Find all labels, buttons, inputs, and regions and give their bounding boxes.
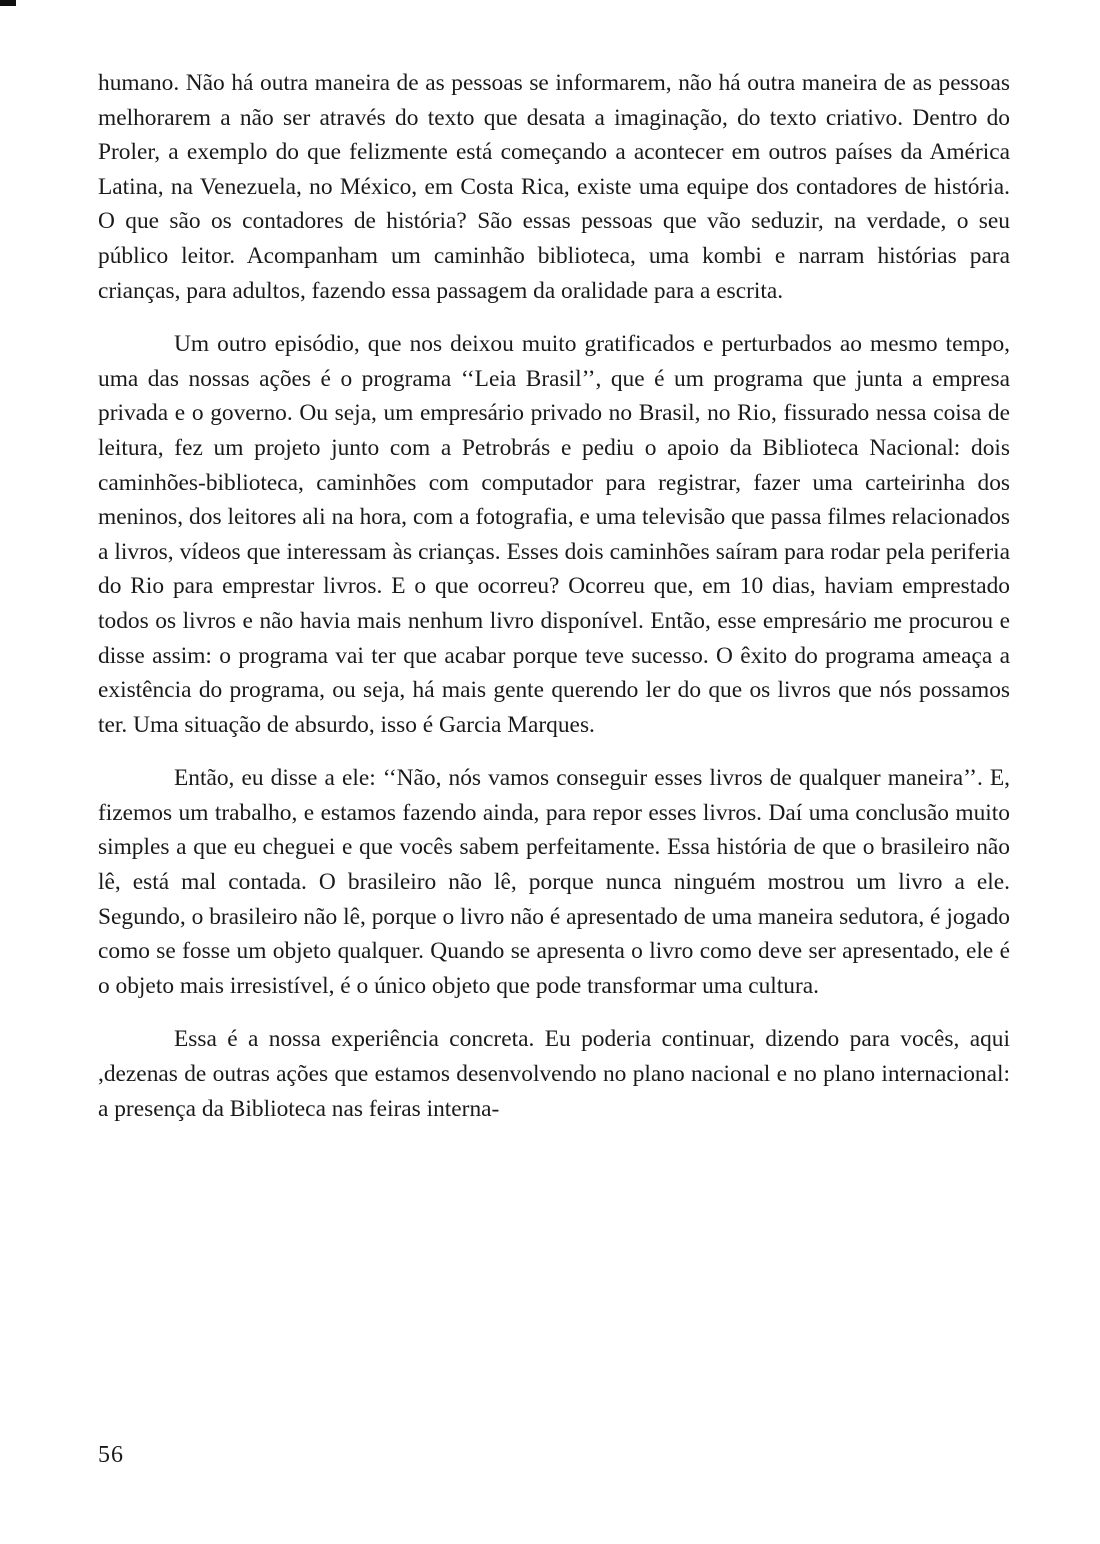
- corner-mark: [0, 0, 16, 6]
- page-body: [98, 66, 1010, 1145]
- paragraph-2: Um outro episódio, que nos deixou muito gratificados e perturbados ao mesmo tempo, uma das nossas ações é o programa ‘‘Leia Brasil’’, que é um programa que junta a empresa privada e o governo. Ou seja, um empresário privado no Brasil, no Rio, fissurado nessa coisa de leitura, fez um projeto junto com a Petrobrás e pediu o apoio da Biblioteca Nacional: dois caminhões-biblioteca, caminhões com computador para registrar, fazer uma carteirinha dos meninos, dos leitores ali na hora, com a fotografia, e uma televisão que passa filmes relacionados a livros, vídeos que interessam às crianças. Esses dois caminhões saíram para rodar pela periferia do Rio para emprestar livros. E o que ocorreu? Ocorreu que, em 10 dias, haviam emprestado todos os livros e não havia mais nenhum livro disponível. Então, esse empresário me procurou e disse assim: o programa vai ter que acabar porque teve sucesso. O êxito do programa ameaça a existência do programa, ou seja, há mais gente querendo ler do que os livros que nós possamos ter. Uma situação de absurdo, isso é Garcia Marques.: [98, 331, 1010, 738]
- paragraph-1: humano. Não há outra maneira de as pessoas se informarem, não há outra maneira de as pessoas melhorarem a não ser através do texto que desata a imaginação, do texto criativo. Dentro do Proler, a exemplo do que felizmente está começando a acontecer em outros países da América Latina, na Venezuela, no México, em Costa Rica, existe uma equipe dos contadores de história. O que são os contadores de história? São essas pessoas que vão seduzir, na verdade, o seu público leitor. Acompanham um caminhão biblioteca, uma kombi e narram histórias para crianças, para adultos, fazendo essa passagem da oralidade para a escrita.: [98, 70, 1010, 304]
- paragraph-4: Essa é a nossa experiência concreta. Eu poderia continuar, dizendo para vocês, aqui ,dezenas de outras ações que estamos desenvolvendo no plano nacional e no plano internacional: a presença da Biblioteca nas feiras interna-: [98, 1026, 1010, 1122]
- page-number: 56: [98, 1442, 124, 1468]
- paragraph-3: Então, eu disse a ele: ‘‘Não, nós vamos conseguir esses livros de qualquer maneira’’. E, fizemos um trabalho, e estamos fazendo ainda, para repor esses livros. Daí uma conclusão muito simples a que eu cheguei e que vocês sabem perfeitamente. Essa história de que o brasileiro não lê, está mal contada. O brasileiro não lê, porque nunca ninguém mostrou um livro a ele. Segundo, o brasileiro não lê, porque o livro não é apresentado de uma maneira sedutora, é jogado como se fosse um objeto qualquer. Quando se apresenta o livro como deve ser apresentado, ele é o objeto mais irresistível, é o único objeto que pode transformar uma cultura.: [98, 765, 1010, 999]
